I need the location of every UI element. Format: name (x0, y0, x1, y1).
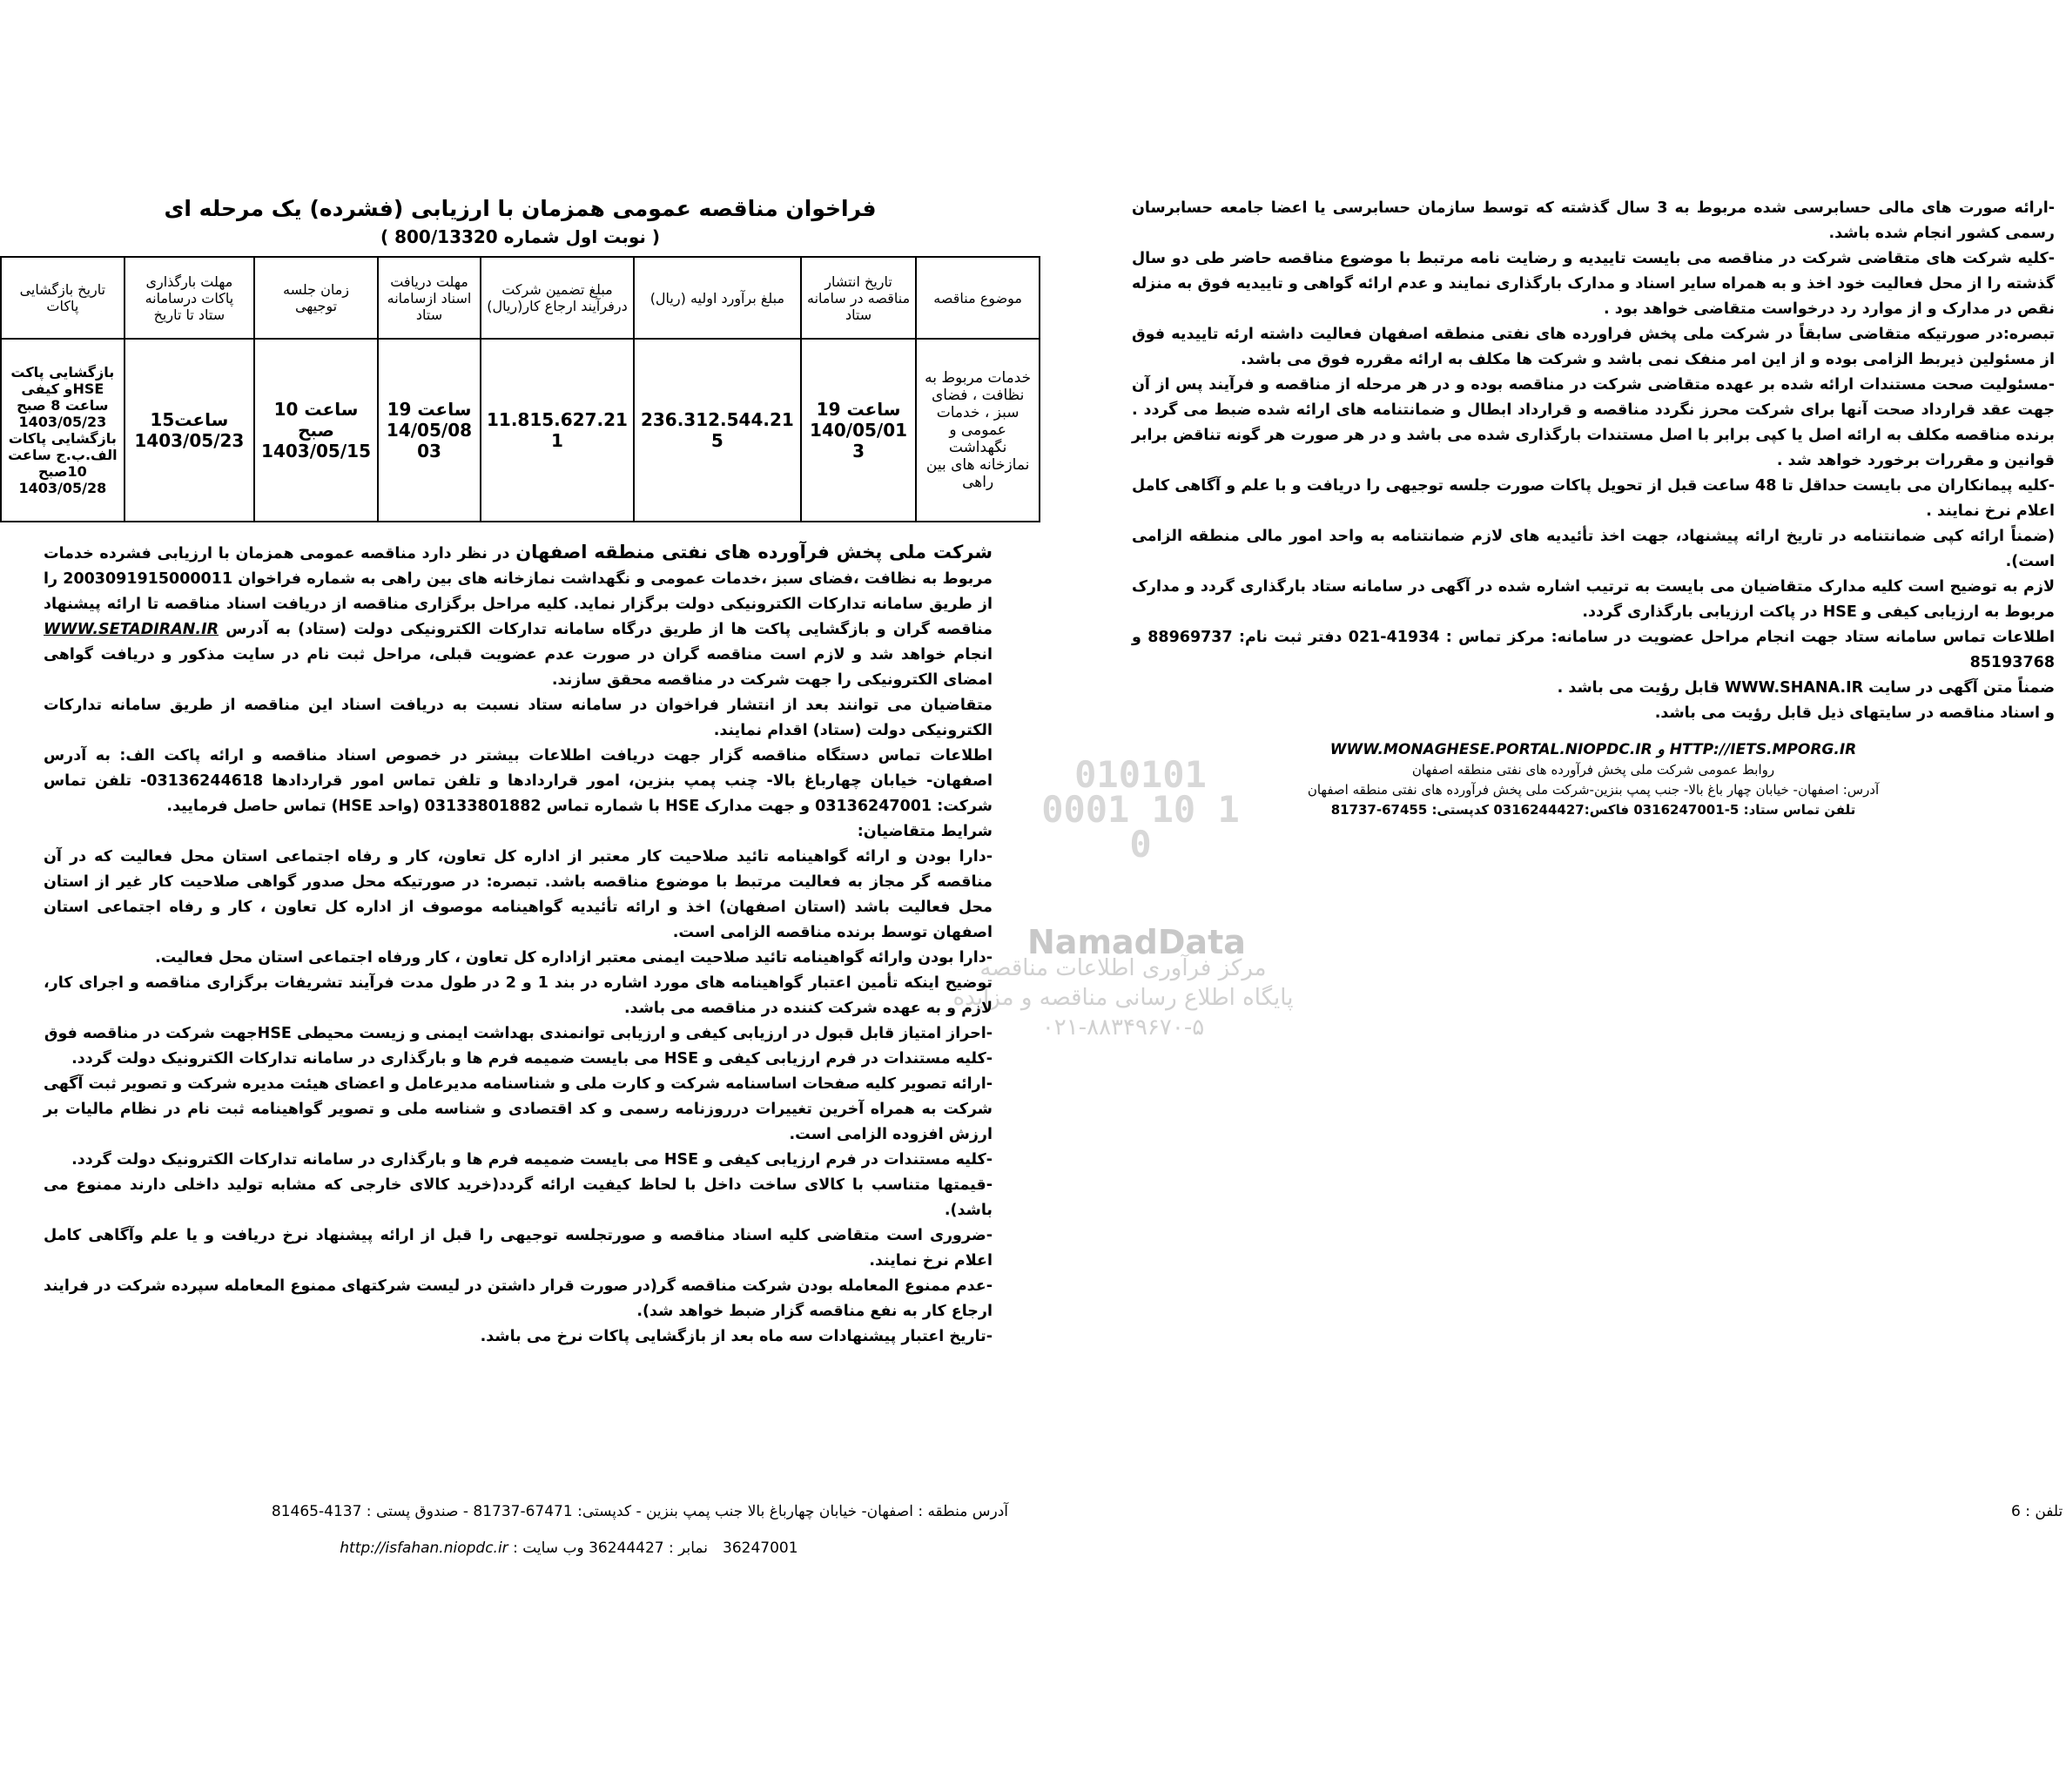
th-guarantee: مبلغ تضمین شرکت درفرآیند ارجاع کار(ریال) (481, 257, 634, 339)
cell-publish: ساعت 19 140/05/01 3 (801, 339, 916, 522)
pr-signature-block (1132, 740, 2055, 820)
condition-item: -ضروری است متقاضی کلیه اسناد مناقصه و صورتجلسه توجیهی را قبل از ارائه پیشنهاد نرخ دریافت و یا علم وآگاهی کامل اعلام نرخ نمایند. (44, 1227, 993, 1270)
watermark-line2: پایگاه اطلاع رسانی مناقصه و مزایده (952, 985, 1294, 1011)
requirement-item: تبصره:در صورتیکه متقاضی سابقاً در شرکت ملی پخش فراورده های نفتی منطقه اصفهان فعالیت داشته ارئه تاییدیه فوق از مسئولین ذیربط الزامی بوده و از این امر منفک نمی باشد و شرکت ها مکلف به ارائه مقرره فوق می باشد. (1132, 326, 2055, 368)
contact-paragraph: اطلاعات تماس دستگاه مناقصه گزار جهت دریافت اطلاعات بیشتر در خصوص اسناد مناقصه و ارائه پاکت الف: به آدرس اصفهان- خیابان چهارباغ بالا- چنب پمپ بنزین، امور قراردادها و تلفن تماس امور قراردادها 03136244618- تلفن تماس شرکت: 03136247001 و جهت مدارک HSE با شماره تماس 03133801882 (واحد HSE) تماس حاصل فرمایید. (44, 747, 993, 815)
th-briefing: زمان جلسه توجیهی (254, 257, 378, 339)
watermark-line1: مرکز فرآوری اطلاعات مناقصه (979, 955, 1267, 981)
notice-title: فراخوان مناقصه عمومی همزمان با ارزیابی (فشرده) یک مرحله ای (164, 196, 877, 221)
condition-item: -احراز امتیاز قابل قبول در ارزیابی کیفی و ارزیابی توانمندی بهداشت ایمنی و زیست محیطی HSEجهت شرکت در مناقصه فوق (44, 1025, 993, 1042)
setadiran-link[interactable]: WWW.SETADIRAN.IR (44, 621, 219, 638)
condition-item: -دارا بودن وارائه گواهینامه تائید صلاحیت ایمنی معتبر ازاداره کل تعاون ، کار ورفاه اجتماعی استان محل فعالیت. (155, 949, 993, 967)
conditions-list (44, 845, 993, 1350)
bottom-address: آدرس منطقه : اصفهان- خیابان چهارباغ بالا جنب پمپ بنزین - کدپستی: 67471-81737 - صندوق پستی : 4137-81465 (271, 1503, 1008, 1520)
condition-item: -دارا بودن و ارائه گواهینامه تائید صلاحیت کار معتبر از اداره کل تعاون، کار و رفاه اجتماعی استان محل فعالیت که در آن مناقصه گر مجاز به فعالیت مرتبط با موضوع مناقصه باشد. تبصره: در صورتیکه محل صدور گواهی صلاحیت کار غیر از استان محل فعالیت باشد (استان اصفهان) اخذ و ارائه تأئیدیه گواهینامه موصوف از اداره کل تعاون ، کار و رفاه اجتماعی استان اصفهان توسط برنده مناقصه الزامی است. (44, 848, 993, 941)
condition-item: -تاریخ اعتبار پیشنهادات سه ماه بعد از بازگشایی پاکات نرخ می باشد. (480, 1328, 993, 1345)
shana-note: ضمناً متن آگهی در سایت WWW.SHANA.IR قابل رؤیت می باشد . (1557, 679, 2055, 697)
cell-estimate: 236.312.544.21 5 (634, 339, 801, 522)
th-opening: تاریخ بازگشایی پاکات (1, 257, 124, 339)
th-receive: مهلت دریافت اسناد ازسامانه ستاد (378, 257, 481, 339)
sites-note: و اسناد مناقصه در سایتهای ذیل قابل رؤیت می باشد. (1654, 704, 2055, 722)
bottom-website[interactable]: http://isfahan.niopdc.ir (340, 1539, 508, 1557)
condition-item: -ارائه تصویر کلیه صفحات اساسنامه شرکت و کارت ملی و شناسنامه مدیرعامل و اعضای هیئت مدیره شرکت و تصویر ثبت آگهی شرکت به همراه آخرین تغییرات درروزنامه رسمی و کد اقتصادی و شناسه ملی و تصویر گواهینامه ثبت نام در نظام مالیات بر ارزش افزوده الزامی است. (44, 1075, 993, 1143)
cell-guarantee: 11.815.627.21 1 (481, 339, 634, 522)
conditions-title: شرایط متقاضیان: (857, 823, 993, 840)
bottom-fax-line (340, 1539, 708, 1557)
pr-line: روابط عمومی شرکت ملی پخش فرآورده های نفتی منطقه اصفهان (1411, 762, 1775, 778)
requirement-item: لازم به توضیح است کلیه مدارک متقاضیان می بایست به ترتیب اشاره شده در آگهی در سامانه ستاد بارگذاری گردد و مدارک مربوط به ارزیابی کیفی و HSE در پاکت ارزیابی بارگذاری گردد. (1132, 578, 2055, 621)
requirement-item: -ارائه صورت های مالی حسابرسی شده مربوط به 3 سال گذشته که توسط سازمان حسابرسی یا اعضا جامعه حسابرسان رسمی کشور انجام شده باشد. (1132, 199, 2055, 242)
tender-table (0, 256, 1040, 522)
cell-subject: خدمات مربوط به نظافت ، فضای سبز ، خدمات عمومی و نگهداشت نمازخانه های بین راهی (916, 339, 1040, 522)
condition-item: -کلیه مستندات در فرم ارزیابی کیفی و HSE می بایست ضمیمه فرم ها و بارگذاری در سامانه تدارکات الکترونیک دولت گردد. (71, 1151, 993, 1169)
requirement-item: -کلیه پیمانکاران می بایست حداقل تا 48 ساعت قبل از تحویل پاکات صورت جلسه توجیهی را دریافت و با علم و آگاهی کامل اعلام نرخ نمایند . (1132, 477, 2055, 520)
download-paragraph: متقاضیان می توانند بعد از انتشار فراخوان در سامانه ستاد نسبت به دریافت اسناد این مناقصه از طریق سامانه تدارکات الکترونیکی دولت (ستاد) اقدام نمایند. (44, 697, 993, 739)
th-upload: مهلت بارگذاری پاکات درسامانه ستاد تا تاریخ (124, 257, 254, 339)
cell-briefing: ساعت 10 صبح 1403/05/15 (254, 339, 378, 522)
table-row (1, 339, 1040, 522)
setad-contact: اطلاعات تماس سامانه ستاد جهت انجام مراحل عضویت در سامانه: مرکز تماس : 41934-021 دفتر ثبت نام: 88969737 و 85193768 (1132, 629, 2055, 671)
watermark-phone: ۰۲۱-۸۸۳۴۹۶۷۰-۵ (1041, 1014, 1205, 1041)
notice-body (0, 522, 1040, 1350)
requirement-item: -کلیه شرکت های متقاضی شرکت در مناقصه می بایست تاییدیه و رضایت نامه مرتبط با موضوع مناقصه حاضر طی دو سال گذشته را از محل فعالیت خود اخذ و به همراه سایر اسناد و مدارک بارگذاری نمایند و عدم ارائه گواهی و تاییدیه فوق به منزله نقص در مدارک و از موارد رد درخواست متقاضی خواهد بود . (1132, 250, 2055, 318)
intro-text-2: انجام خواهد شد و لازم است مناقصه گران در صورت عدم عضویت قبلی، مراحل ثبت نام در سایت مذکور و دریافت گواهی امضای الکترونیکی را جهت شرکت در مناقصه محقق سازند. (44, 646, 993, 689)
bottom-fax: نمابر : 36244427 وب سایت : (513, 1539, 708, 1557)
th-publish: تاریخ انتشار مناقصه در سامانه ستاد (801, 257, 916, 339)
intro-paragraph (44, 540, 993, 693)
requirement-item: -مسئولیت صحت مستندات ارائه شده بر عهده متقاضی شرکت در مناقصه بوده و در هر مرحله از مناقصه و فرآیند پس از آن جهت عقد قرارداد صحت آنها برای شرکت محرز نگردد مناقصه و قرارداد ابطال و ضمانتنامه های ارائه شده ضبط می گردد . برنده مناقصه مکلف به ارائه اصل یا کپی برابر با اصل مستندات بارگذاری شده می باشد و در هر صورت هر گونه تناقض برابر قوانین و مقررات برخورد خواهد شد . (1132, 376, 2055, 469)
notice-continuation-column (1132, 196, 2055, 820)
requirement-item: (ضمناً ارائه کپی ضمانتنامه در تاریخ ارائه پیشنهاد، جهت اخذ تأئیدیه های لازم ضمانتنامه به واحد امور مالی منطقه الزامی است). (1132, 528, 2055, 570)
address-line: آدرس: اصفهان- خیابان چهار باغ بالا- جنب پمپ بنزین-شرکت ملی پخش فرآورده های نفتی منطقه اصفهان (1307, 782, 1880, 798)
intro-text: در نظر دارد مناقصه عمومی همزمان با ارزیابی فشرده خدمات مربوط به نظافت ،فضای سبز ،خدمات عمومی و نگهداشت نمازخانه های بین راهی به شماره فراخوان 2003091915000011 را از طریق سامانه تدارکات الکترونیکی دولت برگزار نماید. کلیه مراحل برگزاری مناقصه از دریافت اسناد مناقصه تا ارائه پیشنهاد مناقصه گران و بازگشایی پاکت ها از طریق درگاه سامانه تدارکات الکترونیکی دولت (ستاد) به آدرس (44, 545, 993, 638)
company-name: شرکت ملی پخش فرآورده های نفتی منطقه اصفهان (515, 542, 993, 563)
tender-sites[interactable]: WWW.MONAGHESE.PORTAL.NIOPDC.IR و HTTP://IETS.MPORG.IR (1329, 741, 1857, 758)
bottom-phone-label: تلفن : 6 (2011, 1503, 2063, 1520)
watermark-digits: 010101 0001 10 1 0 (1041, 753, 1240, 866)
phones-line: تلفن تماس ستاد: 5-0316247001 فاکس:0316244427 کدپستی: 67455-81737 (1330, 802, 1856, 818)
cell-opening: بازگشایی پاکت HSEو کیفی ساعت 8 صبح 1403/05/23 بازگشایی پاکات الف.ب.ج ساعت 10صبح 1403/05/28 (1, 339, 124, 522)
notice-subtitle: ( نوبت اول شماره 800/13320 ) (380, 226, 661, 247)
th-estimate: مبلغ برآورد اولیه (ریال) (634, 257, 801, 339)
table-header-row (1, 257, 1040, 339)
notice-main-column (0, 196, 1040, 1350)
condition-item: توضیح اینکه تأمین اعتبار گواهینامه های مورد اشاره در بند 1 و 2 در طول مدت فرآیند تشریفات برگزاری مناقصه و اجرای کار، لازم و به عهده شرکت کننده در مناقصه می باشد. (44, 974, 993, 1017)
bottom-phone2: 36247001 (723, 1539, 798, 1557)
condition-item: -کلیه مستندات در فرم ارزیابی کیفی و HSE می بایست ضمیمه فرم ها و بارگذاری در سامانه تدارکات الکترونیک دولت گردد. (71, 1050, 993, 1068)
th-subject: موضوع مناقصه (916, 257, 1040, 339)
cell-receive: ساعت 19 14/05/08 03 (378, 339, 481, 522)
condition-item: -عدم ممنوع المعامله بودن شرکت مناقصه گر(در صورت قرار داشتن در لیست شرکتهای ممنوع المعامله سپرده شرکت در فرایند ارجاع کار به نفع مناقصه گزار ضبط خواهد شد). (44, 1277, 993, 1320)
watermark-brand: NamadData (1027, 923, 1246, 961)
condition-item: -قیمتها متناسب با کالای ساخت داخل با لحاظ کیفیت ارائه گردد(خرید کالای خارجی که مشابه تولید داخلی دارند ممنوع می باشد). (44, 1176, 993, 1219)
cell-upload: ساعت15 1403/05/23 (124, 339, 254, 522)
